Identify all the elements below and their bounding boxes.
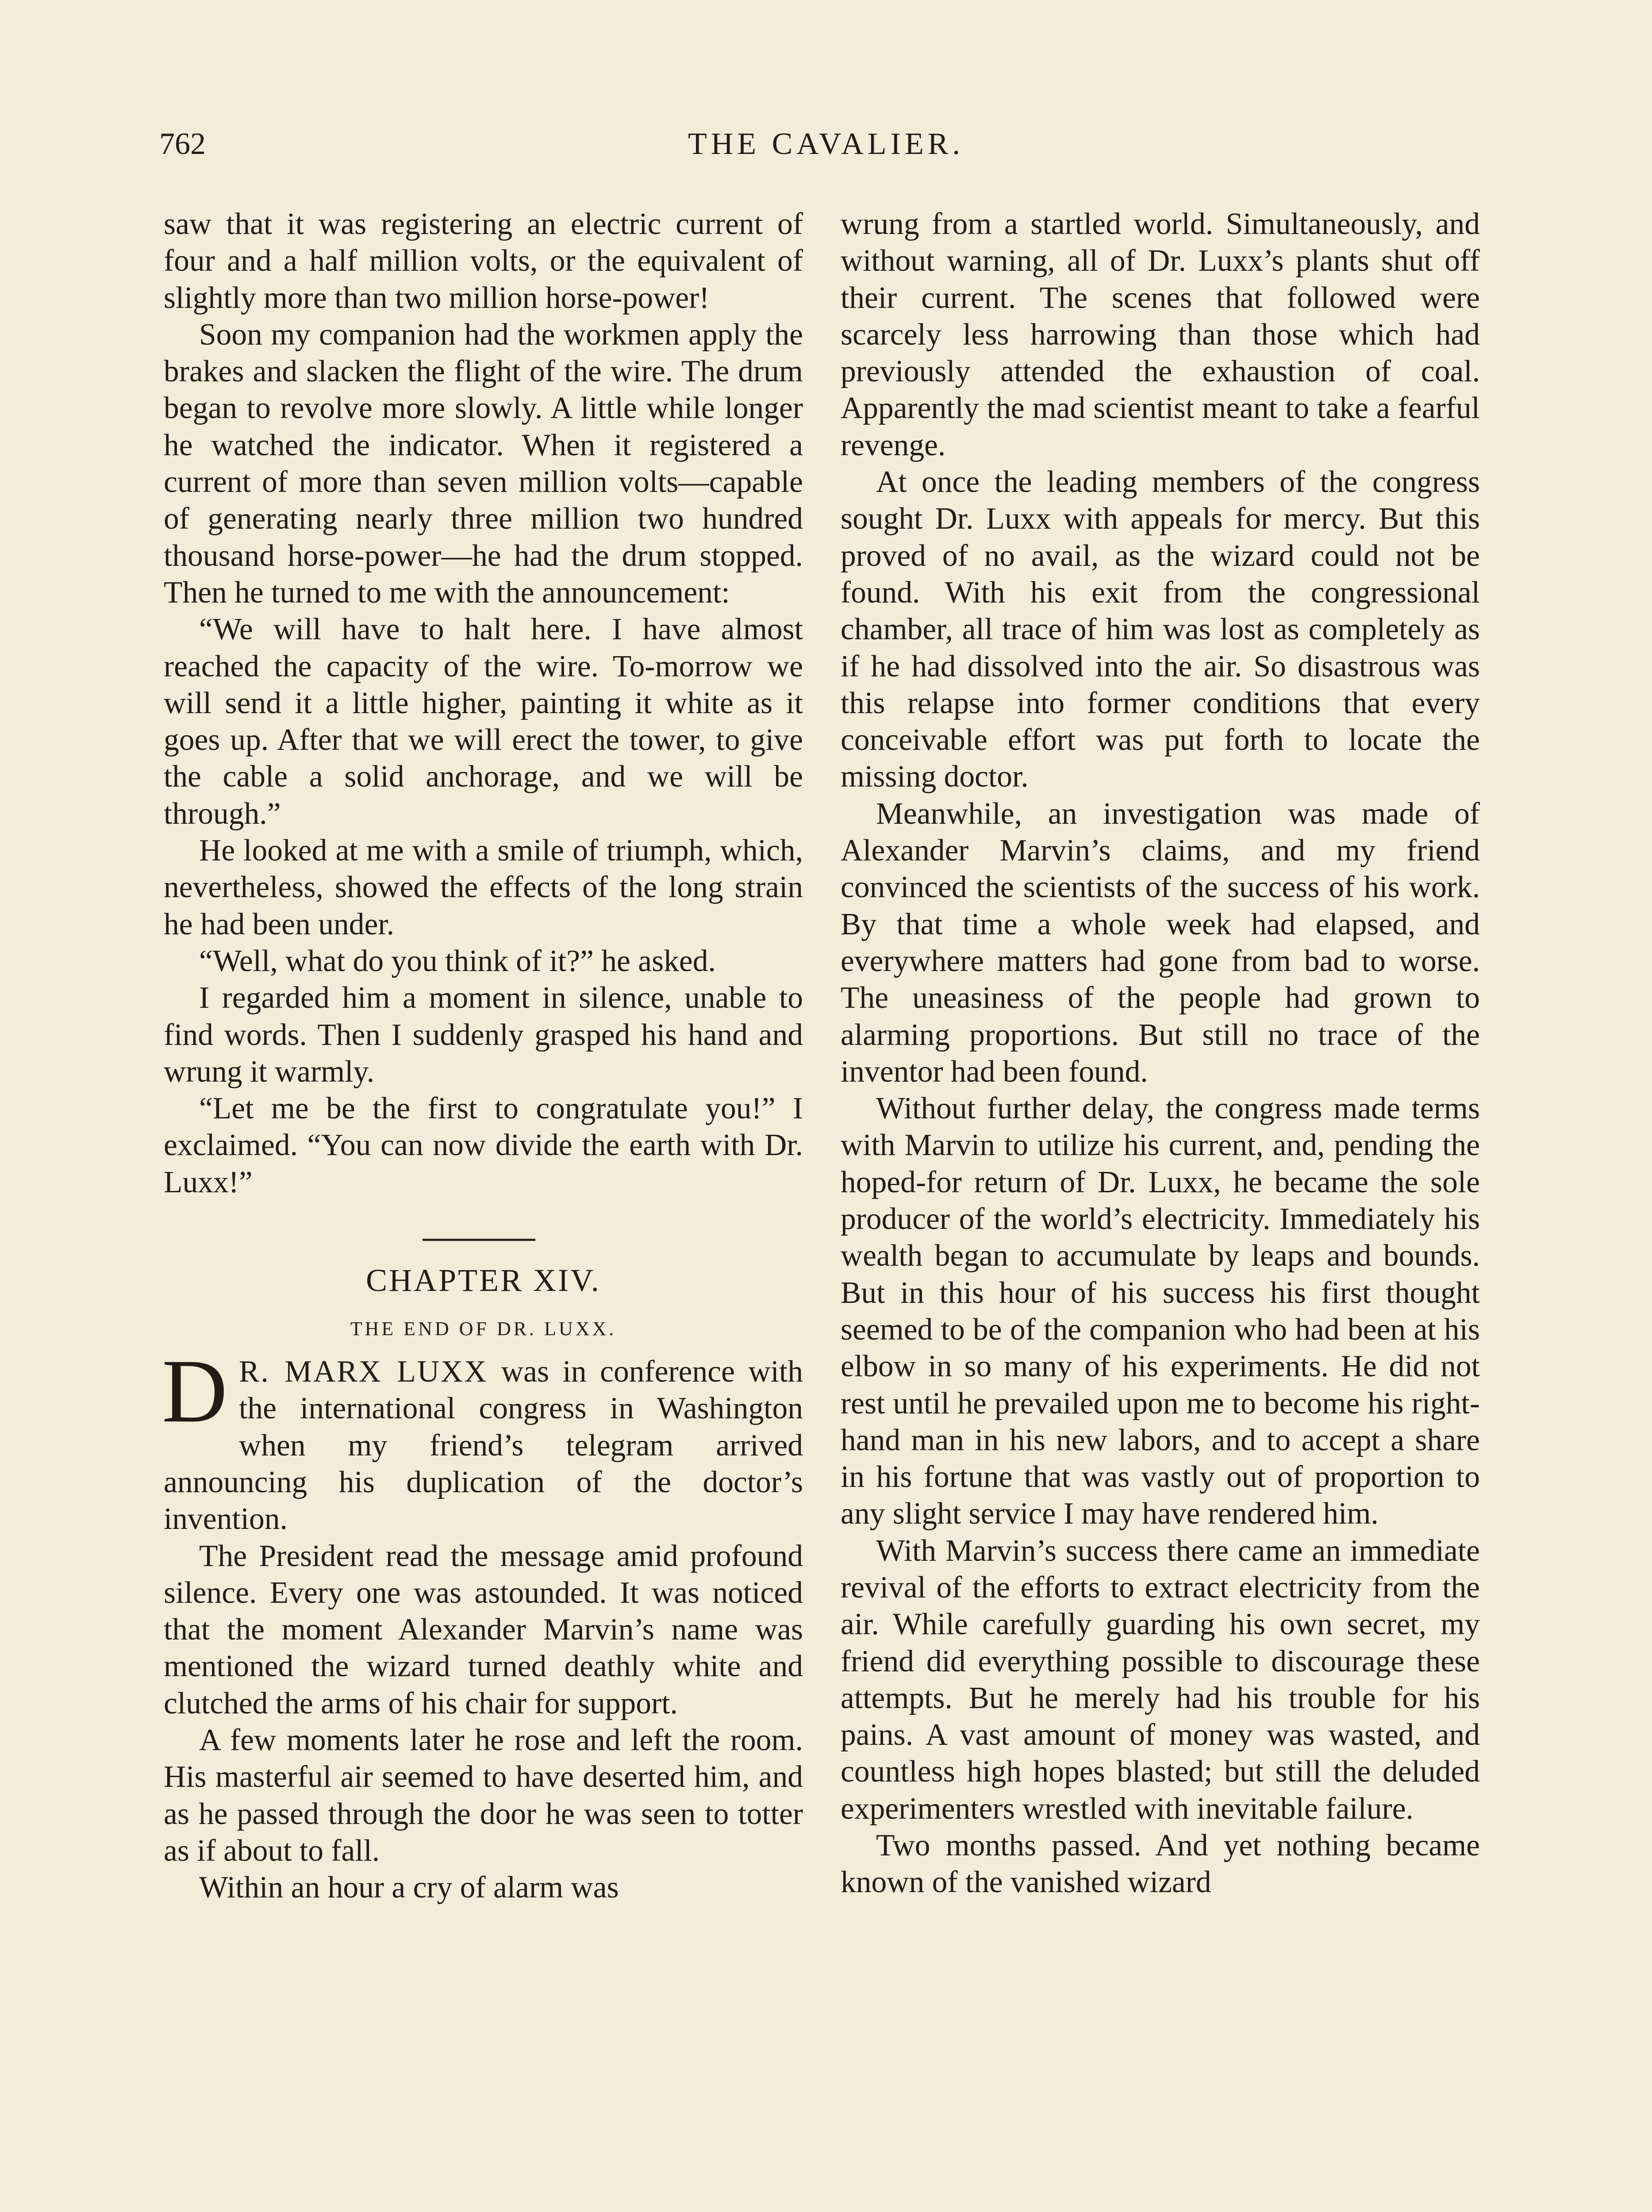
page-number: 762 (159, 127, 206, 161)
chapter-title: CHAPTER XIV. (366, 1263, 601, 1298)
right-paragraph: Meanwhile, an investigation was made of Alexander Marvin’s claims, and my friend convinced the scientists of the success of his work. By that time a whole week had elapsed, and everywhere matters had gone from bad to worse. The uneasiness of the people had grown to alarming proportions. But still no trace of the inventor had been found. (841, 796, 1480, 1089)
opening-paragraph-text: was in conference with the international congress in Washington when my friend’s telegram arrived announcing his duplication of the doctor’s invention. (164, 1355, 803, 1536)
left-paragraph: Soon my companion had the workmen apply the brakes and slacken the flight of the wire. The drum began to revolve more slowly. A little while longer he watched the indicator. When it registered a current of more than seven million volts—capable of generating nearly three million two hundred thousand horse-power—he had the drum stopped. Then he turned to me with the announcement: (164, 317, 803, 610)
right-paragraph: At once the leading members of the congress sought Dr. Luxx with appeals for mercy. But this proved of no avail, as the wizard could not be found. With his exit from the congressional chamber, all trace of him was lost as completely as if he had dissolved into the air. So disastrous was this relapse into former conditions that every conceivable effort was put forth to locate the missing doctor. (841, 465, 1480, 794)
left-paragraph: He looked at me with a smile of triumph, which, nevertheless, showed the effects of the long strain he had been under. (164, 833, 803, 941)
left-paragraph: “We will have to halt here. I have almost reached the capacity of the wire. To-morrow we will send it a little higher, painting it white as it goes up. After that we will erect the tower, to give the cable a solid anchorage, and we will be through.” (164, 612, 803, 831)
left-paragraph: Within an hour a cry of alarm was (199, 1870, 619, 1905)
left-paragraph: The President read the message amid profound silence. Every one was astounded. It was noticed that the moment Alexander Marvin’s name was mentioned the wizard turned deathly white and clutched the arms of his chair for support. (164, 1539, 803, 1720)
right-paragraph: With Marvin’s success there came an immediate revival of the efforts to extract electricity from the air. While carefully guarding his own secret, my friend did everything possible to discourage these attempts. But he merely had his trouble for his pains. A vast amount of money was wasted, and countless high hopes blasted; but still the deluded experimenters wrestled with inevitable failure. (841, 1533, 1480, 1826)
left-paragraph: “Let me be the first to congratulate you!” I exclaimed. “You can now divide the earth with Dr. Luxx!” (164, 1091, 803, 1199)
chapter-opening-paragraph (162, 1341, 803, 1537)
right-paragraph: Two months passed. And yet nothing became known of the vanished wizard (841, 1828, 1480, 1900)
left-paragraph: saw that it was registering an electric current of four and a half million volts, or the equivalent of slightly more than two million horse-power! (164, 207, 803, 315)
section-divider (164, 1201, 803, 1256)
left-paragraph: “Well, what do you think of it?” he asked. (199, 944, 716, 978)
lead-word: R. MARX LUXX (239, 1355, 488, 1389)
running-head: THE CAVALIER. (688, 127, 964, 161)
left-paragraph: A few moments later he rose and left the room. His masterful air seemed to have deserted him, and as he passed through the door he was seen to totter as if about to fall. (164, 1723, 803, 1868)
chapter-subtitle: THE END OF DR. LUXX. (350, 1318, 617, 1340)
drop-cap: D (162, 1341, 228, 1442)
right-column (841, 206, 1480, 1901)
left-paragraph: I regarded him a moment in silence, unable to find words. Then I suddenly grasped his hand and wrung it warmly. (164, 981, 803, 1089)
right-paragraph: Without further delay, the congress made terms with Marvin to utilize his current, and, pending the hoped-for return of Dr. Luxx, he became the sole producer of the world’s electricity. Immediately his wealth began to accumulate by leaps and bounds. But in this hour of his success his first thought seemed to be of the companion who had been at his elbow in so many of his experiments. He did not rest until he prevailed upon me to become his right-hand man in his new labors, and to accept a share in his fortune that was vastly out of proportion to any slight service I may have rendered him. (841, 1091, 1480, 1531)
right-paragraph: wrung from a startled world. Simultaneously, and without warning, all of Dr. Luxx’s plants shut off their current. The scenes that followed were scarcely less harrowing than those which had previously attended the exhaustion of coal. Apparently the mad scientist meant to take a fearful revenge. (841, 207, 1480, 462)
left-column (164, 206, 803, 1906)
divider-rule (423, 1239, 535, 1241)
